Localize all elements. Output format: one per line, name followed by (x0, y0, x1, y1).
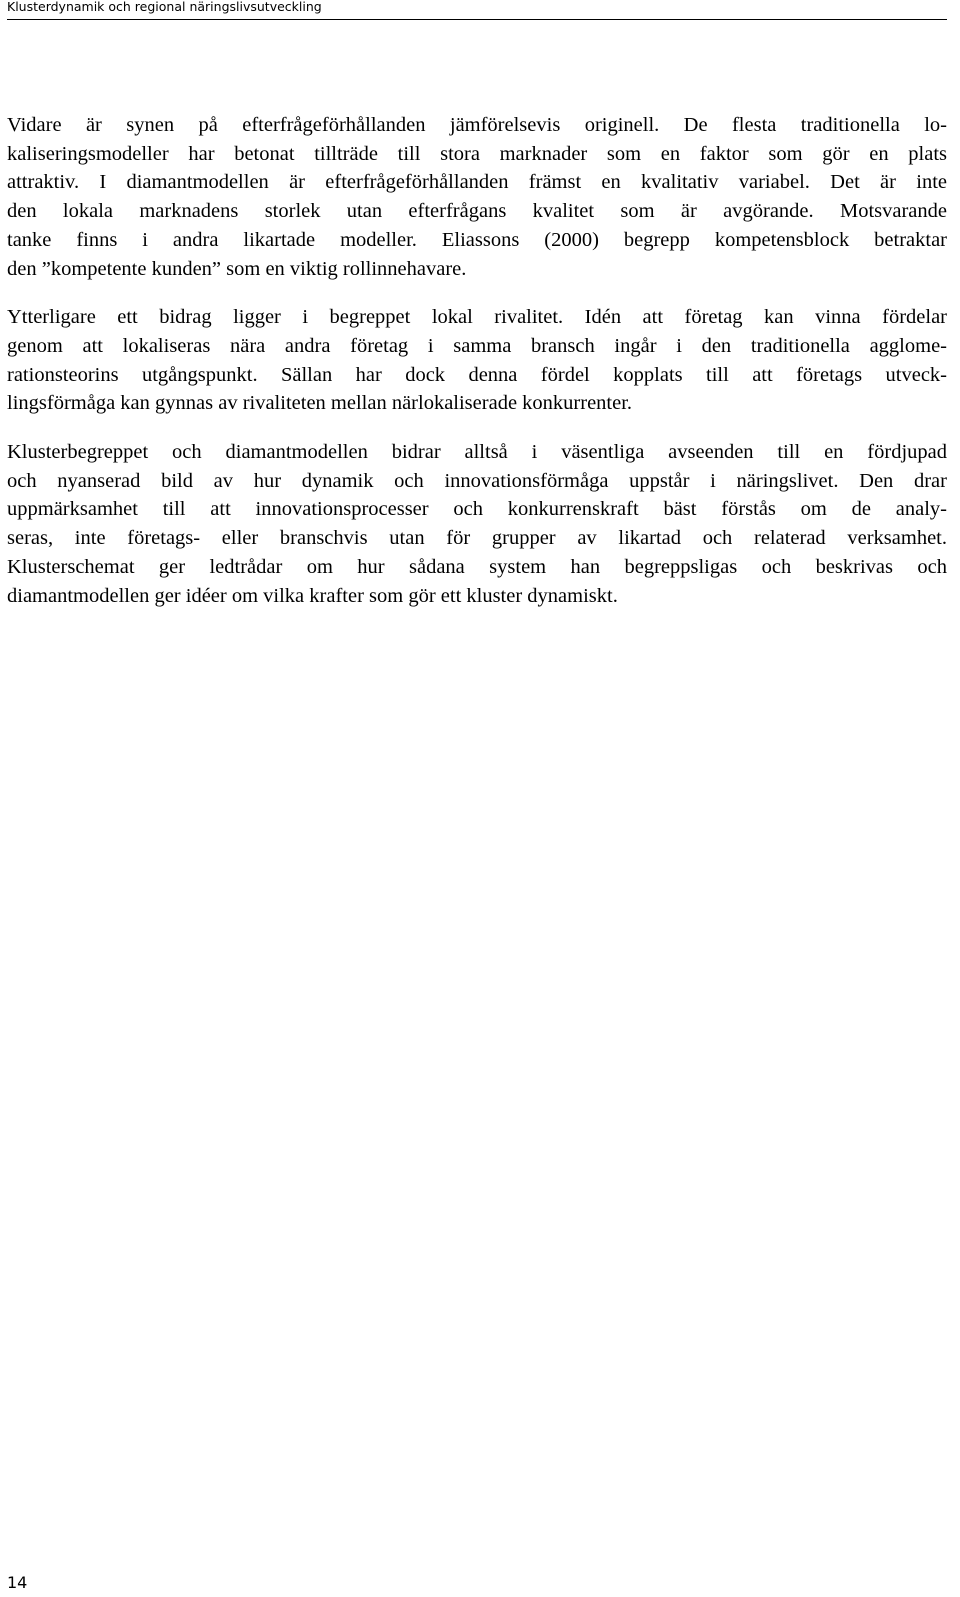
text-line: genom att lokaliseras nära andra företag i samma bransch ingår i den traditionella agglome- (7, 334, 947, 357)
paragraph (7, 111, 947, 283)
text-line: den ”kompetente kunden” som en viktig rollinnehavare. (7, 257, 467, 280)
text-line: lingsförmåga kan gynnas av rivaliteten mellan närlokaliserade konkurrenter. (7, 392, 633, 415)
body-text (7, 111, 947, 630)
text-line: och nyanserad bild av hur dynamik och innovationsförmåga uppstår i näringslivet. Den drar (7, 469, 947, 492)
text-line: diamantmodellen ger idéer om vilka krafter som gör ett kluster dynamiskt. (7, 584, 618, 607)
text-line: seras, inte företags- eller branschvis utan för grupper av likartad och relaterad verksamhet. (7, 527, 947, 550)
page-number: 14 (7, 1573, 28, 1592)
text-line: Vidare är synen på efterfrågeförhållanden jämförelsevis originell. De flesta traditionella lo- (7, 114, 947, 136)
text-line: kaliseringsmodeller har betonat tillträde till stora marknader som en faktor som gör en plats (7, 142, 947, 165)
text-line: Ytterligare ett bidrag ligger i begreppet lokal rivalitet. Idén att företag kan vinna fördelar (7, 306, 947, 329)
text-line: den lokala marknadens storlek utan efterfrågans kvalitet som är avgörande. Motsvarande (7, 200, 947, 223)
text-line: Klusterbegreppet och diamantmodellen bidrar alltså i väsentliga avseenden till en fördjupad (7, 441, 947, 464)
paragraph (7, 303, 947, 418)
paragraph (7, 438, 947, 610)
text-line: rationsteorins utgångspunkt. Sällan har dock denna fördel kopplats till att företags utveck- (7, 363, 947, 386)
running-header (7, 0, 947, 20)
running-header-title: Klusterdynamik och regional näringslivsutveckling (7, 0, 322, 14)
text-line: Klusterschemat ger ledtrådar om hur sådana system han begreppsligas och beskrivas och (7, 555, 947, 578)
text-line: attraktiv. I diamantmodellen är efterfrågeförhållanden främst en kvalitativ variabel. Det är inte (7, 171, 947, 194)
text-line: uppmärksamhet till att innovationsprocesser och konkurrenskraft bäst förstås om de analy- (7, 498, 947, 521)
text-line: tanke finns i andra likartade modeller. Eliassons (2000) begrepp kompetensblock betraktar (7, 228, 947, 251)
